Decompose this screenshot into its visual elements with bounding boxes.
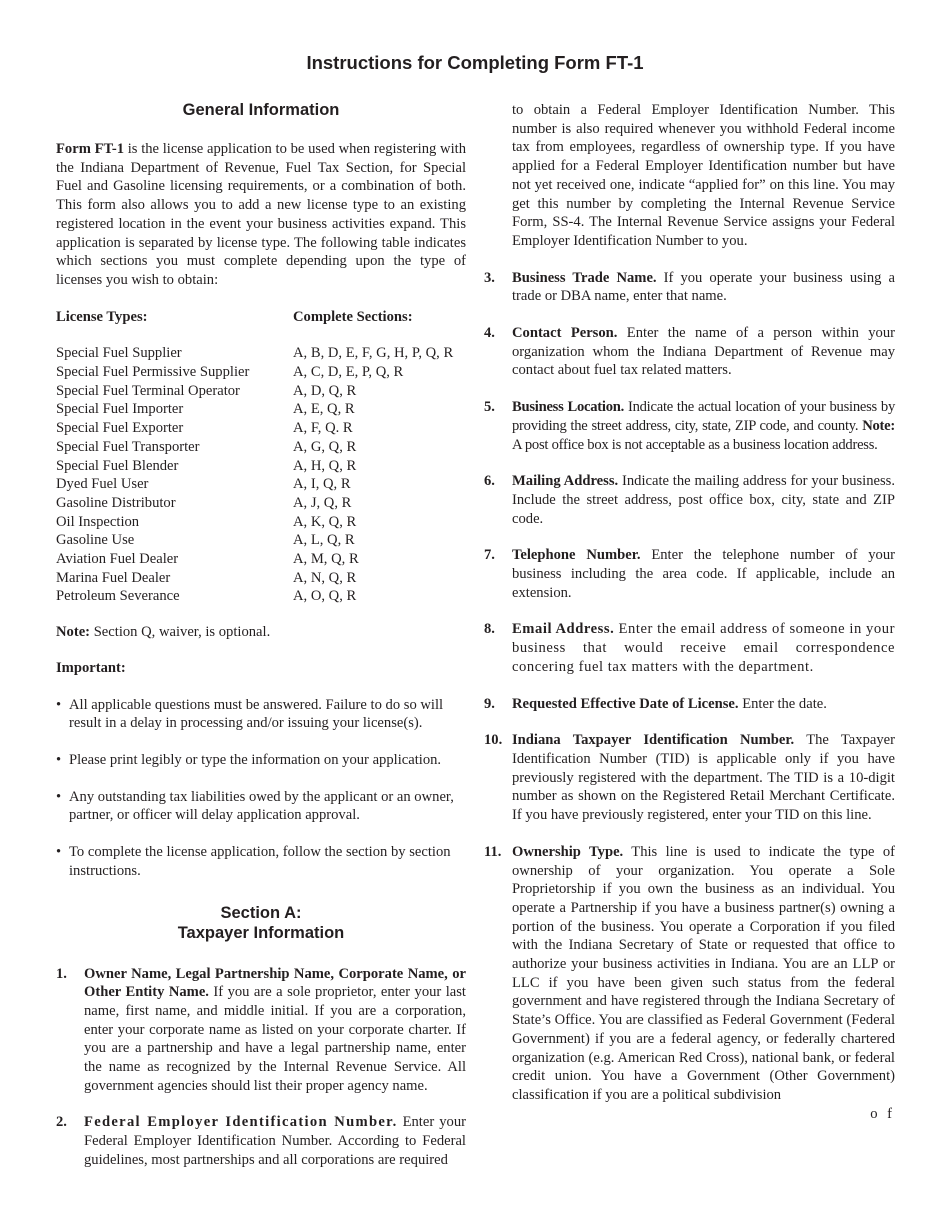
table-row xyxy=(56,550,453,569)
item-label: Mailing Address. xyxy=(512,473,619,490)
bullet-icon: • xyxy=(56,751,62,768)
instruction-item-7 xyxy=(484,546,895,602)
item-text: Enter the telephone number of your business including the area code. If applicable, include an extension. xyxy=(512,547,895,601)
license-type: Oil Inspection xyxy=(56,513,140,530)
bullet-icon: • xyxy=(56,844,62,861)
item-text: The Taxpayer Identification Number (TID) is applicable only if you have previously registered with the department. The TID is a 10-digit number as shown on the Registered Retail Merchant Certificate. If you have previously registered, enter your TID on this line. xyxy=(512,732,895,824)
table-header-row xyxy=(56,308,453,345)
list-item xyxy=(56,788,466,825)
important-label: Important: xyxy=(56,659,126,676)
sections: A, E, Q, R xyxy=(293,401,355,418)
table-row xyxy=(56,382,453,401)
general-information-heading: General Information xyxy=(182,101,340,119)
table-row xyxy=(56,419,453,438)
item-text: Enter the email address of someone in your business that would receive email correspondence concering fuel tax matters with the department. xyxy=(512,621,895,675)
sections: A, H, Q, R xyxy=(293,457,357,474)
sections: A, J, Q, R xyxy=(293,494,352,511)
item-text: If you operate your business using a trade or DBA name, enter that name. xyxy=(512,269,895,305)
license-types-table xyxy=(56,308,453,607)
list-item xyxy=(56,751,466,770)
right-column xyxy=(484,101,895,1123)
section-a-subtitle: Taxpayer Information xyxy=(177,923,345,942)
item-number: 11. xyxy=(484,843,502,860)
license-type: Special Fuel Supplier xyxy=(56,345,182,362)
instruction-item-5 xyxy=(484,398,895,454)
item-number: 10. xyxy=(484,732,503,749)
table-row xyxy=(56,438,453,457)
item-number: 6. xyxy=(484,473,495,490)
left-column xyxy=(56,100,466,1170)
page-number: o f xyxy=(870,1105,895,1122)
item-label: Contact Person. xyxy=(512,325,618,342)
item-label: Indiana Taxpayer Identification Number. xyxy=(512,732,795,749)
header-license-types: License Types: xyxy=(56,308,148,325)
item-label: Owner Name, Legal Partnership Name, Corporate Name, or Other Entity Name. xyxy=(84,965,466,1001)
item-text: Enter the name of a person within your organization whom the Indiana Department of Revenue may contact about fuel tax related matters. xyxy=(512,325,895,379)
section-a-title: Section A: xyxy=(220,903,302,922)
section-a-heading xyxy=(56,903,466,943)
item-text: If you are a sole proprietor, enter your last name, first name, and middle initial. If you are a corporation, enter your corporate name as listed on your corporate charter. If you are a partnership and have a legal partnership name, enter the name as recognized by the Internal Revenue Service. All government agencies should list their proper agency name. xyxy=(84,984,466,1094)
item-label: Federal Employer Identification Number. xyxy=(84,1114,398,1131)
table-row xyxy=(56,457,453,476)
instruction-item-1 xyxy=(56,965,466,1096)
waiver-note xyxy=(56,623,466,642)
bullet-icon: • xyxy=(56,696,62,713)
bullet-icon: • xyxy=(56,788,62,805)
bullet-text: All applicable questions must be answered. Failure to do so will result in a delay in processing and/or issuing your license(s). xyxy=(69,696,444,732)
item-number: 2. xyxy=(56,1114,67,1131)
item-text: to obtain a Federal Employer Identification Number. This number is also required whenever you withhold Federal income tax from employees, regardless of ownership type. If you have applied for a Federal Employer Identification number but have not yet received one, indicate “applied for” on this line. You may get this number by completing the Internal Revenue Service Form, SS-4. The Internal Revenue Service assigns your Federal Employer Identification Number to you. xyxy=(512,102,895,249)
item-number: 4. xyxy=(484,325,495,342)
table-row xyxy=(56,494,453,513)
item-label: Business Trade Name. xyxy=(512,269,657,286)
item-note-text: A post office box is not acceptable as a business location address. xyxy=(512,436,878,453)
page-title: Instructions for Completing Form FT-1 xyxy=(306,52,644,73)
instruction-item-6 xyxy=(484,472,895,528)
table-row xyxy=(56,363,453,382)
item-number: 5. xyxy=(484,399,495,416)
item-number: 9. xyxy=(484,695,495,712)
important-list xyxy=(56,696,466,881)
item-label: Requested Effective Date of License. xyxy=(512,695,739,712)
item-text: This line is used to indicate the type of ownership of your organization. You operate a Sole Proprietorship if you own the business as an individual. You operate a Partnership if you have a business partner(s) owning a portion of the business. You operate a Corporation if you filed with the Indiana Secretary of State or requested that office to authorize your business activities in Indiana. You are an LLP or LLC if you have been given such status from the federal government and have registered through the Indiana Secretary of State’s Office. You are classified as Federal Government (Federal Government) if you are a federal agency, or federally chartered organization (e.g. American Red Cross), national bank, or federal credit union. You have a Government (Other Government) classification if you are a political subdivision xyxy=(512,843,895,1103)
sections: A, L, Q, R xyxy=(293,532,355,549)
license-type: Special Fuel Permissive Supplier xyxy=(56,364,250,381)
bullet-text: Please print legibly or type the information on your application. xyxy=(69,751,442,768)
note-text: Section Q, waiver, is optional. xyxy=(90,624,271,641)
header-complete-sections: Complete Sections: xyxy=(293,308,413,325)
list-item xyxy=(56,696,466,733)
sections: A, C, D, E, P, Q, R xyxy=(293,364,404,381)
license-type: Special Fuel Exporter xyxy=(56,420,184,437)
sections: A, K, Q, R xyxy=(293,513,357,530)
item-text: Indicate the actual location of your business by providing the street address, city, state, ZIP code, and county. xyxy=(512,399,896,434)
bullet-text: Any outstanding tax liabilities owed by the applicant or an owner, partner, or officer will delay application approval. xyxy=(69,788,454,824)
license-type: Dyed Fuel User xyxy=(56,476,149,493)
bullet-text: To complete the license application, follow the section by section instructions. xyxy=(69,844,451,879)
table-row xyxy=(56,569,453,588)
item-number: 8. xyxy=(484,621,495,638)
instruction-item-3 xyxy=(484,269,895,306)
table-row xyxy=(56,587,453,606)
instruction-item-2 xyxy=(56,1113,466,1169)
instruction-item-8 xyxy=(484,620,895,676)
item-note-label: Note: xyxy=(862,417,895,434)
license-type: Gasoline Use xyxy=(56,532,135,549)
sections: A, I, Q, R xyxy=(293,476,351,493)
table-row xyxy=(56,475,453,494)
item-label: Telephone Number. xyxy=(512,547,641,564)
license-type: Aviation Fuel Dealer xyxy=(56,551,179,568)
instruction-item-10 xyxy=(484,731,895,825)
sections: A, F, Q. R xyxy=(293,420,353,437)
license-type: Special Fuel Transporter xyxy=(56,438,200,455)
instruction-item-2-continued xyxy=(484,101,895,251)
item-label: Ownership Type. xyxy=(512,843,624,860)
license-type: Marina Fuel Dealer xyxy=(56,569,171,586)
note-label: Note: xyxy=(56,624,91,641)
sections: A, D, Q, R xyxy=(293,382,357,399)
instruction-item-11 xyxy=(484,843,895,1105)
sections: A, M, Q, R xyxy=(293,551,359,568)
sections: A, B, D, E, F, G, H, P, Q, R xyxy=(293,345,454,362)
table-row xyxy=(56,513,453,532)
sections: A, N, Q, R xyxy=(293,569,357,586)
table-row xyxy=(56,344,453,363)
license-type: Special Fuel Terminal Operator xyxy=(56,382,240,399)
intro-text: is the license application to be used when registering with the Indiana Department of Revenue, Fuel Tax Section, for Special Fuel and Gasoline licensing requirements, or a combination of both. This form also allows you to add a new license type to an existing registered location in the event your business activities expand. This application is separated by license type. The following table indicates which sections you must complete depending upon the type of licenses you wish to obtain: xyxy=(56,141,466,288)
item-text: Enter your Federal Employer Identification Number. According to Federal guidelines, most partnerships and all corporations are required xyxy=(84,1114,466,1168)
license-type: Special Fuel Importer xyxy=(56,401,184,418)
instruction-item-4 xyxy=(484,324,895,380)
sections: A, O, Q, R xyxy=(293,588,357,605)
item-number: 7. xyxy=(484,547,495,564)
license-type: Petroleum Severance xyxy=(56,588,180,605)
item-text: Indicate the mailing address for your business. Include the street address, post office box, city, state and ZIP code. xyxy=(512,473,896,527)
sections: A, G, Q, R xyxy=(293,438,357,455)
item-label: Business Location. xyxy=(512,399,625,416)
table-row xyxy=(56,400,453,419)
table-row xyxy=(56,531,453,550)
intro-form-name: Form FT-1 xyxy=(56,141,125,157)
item-number: 1. xyxy=(56,965,67,982)
list-item xyxy=(56,843,466,880)
license-type: Gasoline Distributor xyxy=(56,494,176,511)
item-number: 3. xyxy=(484,269,495,286)
instruction-item-9 xyxy=(484,695,895,714)
item-label: Email Address. xyxy=(512,621,615,638)
license-type: Special Fuel Blender xyxy=(56,457,179,474)
intro-paragraph xyxy=(56,140,466,290)
item-text: Enter the date. xyxy=(738,695,827,712)
